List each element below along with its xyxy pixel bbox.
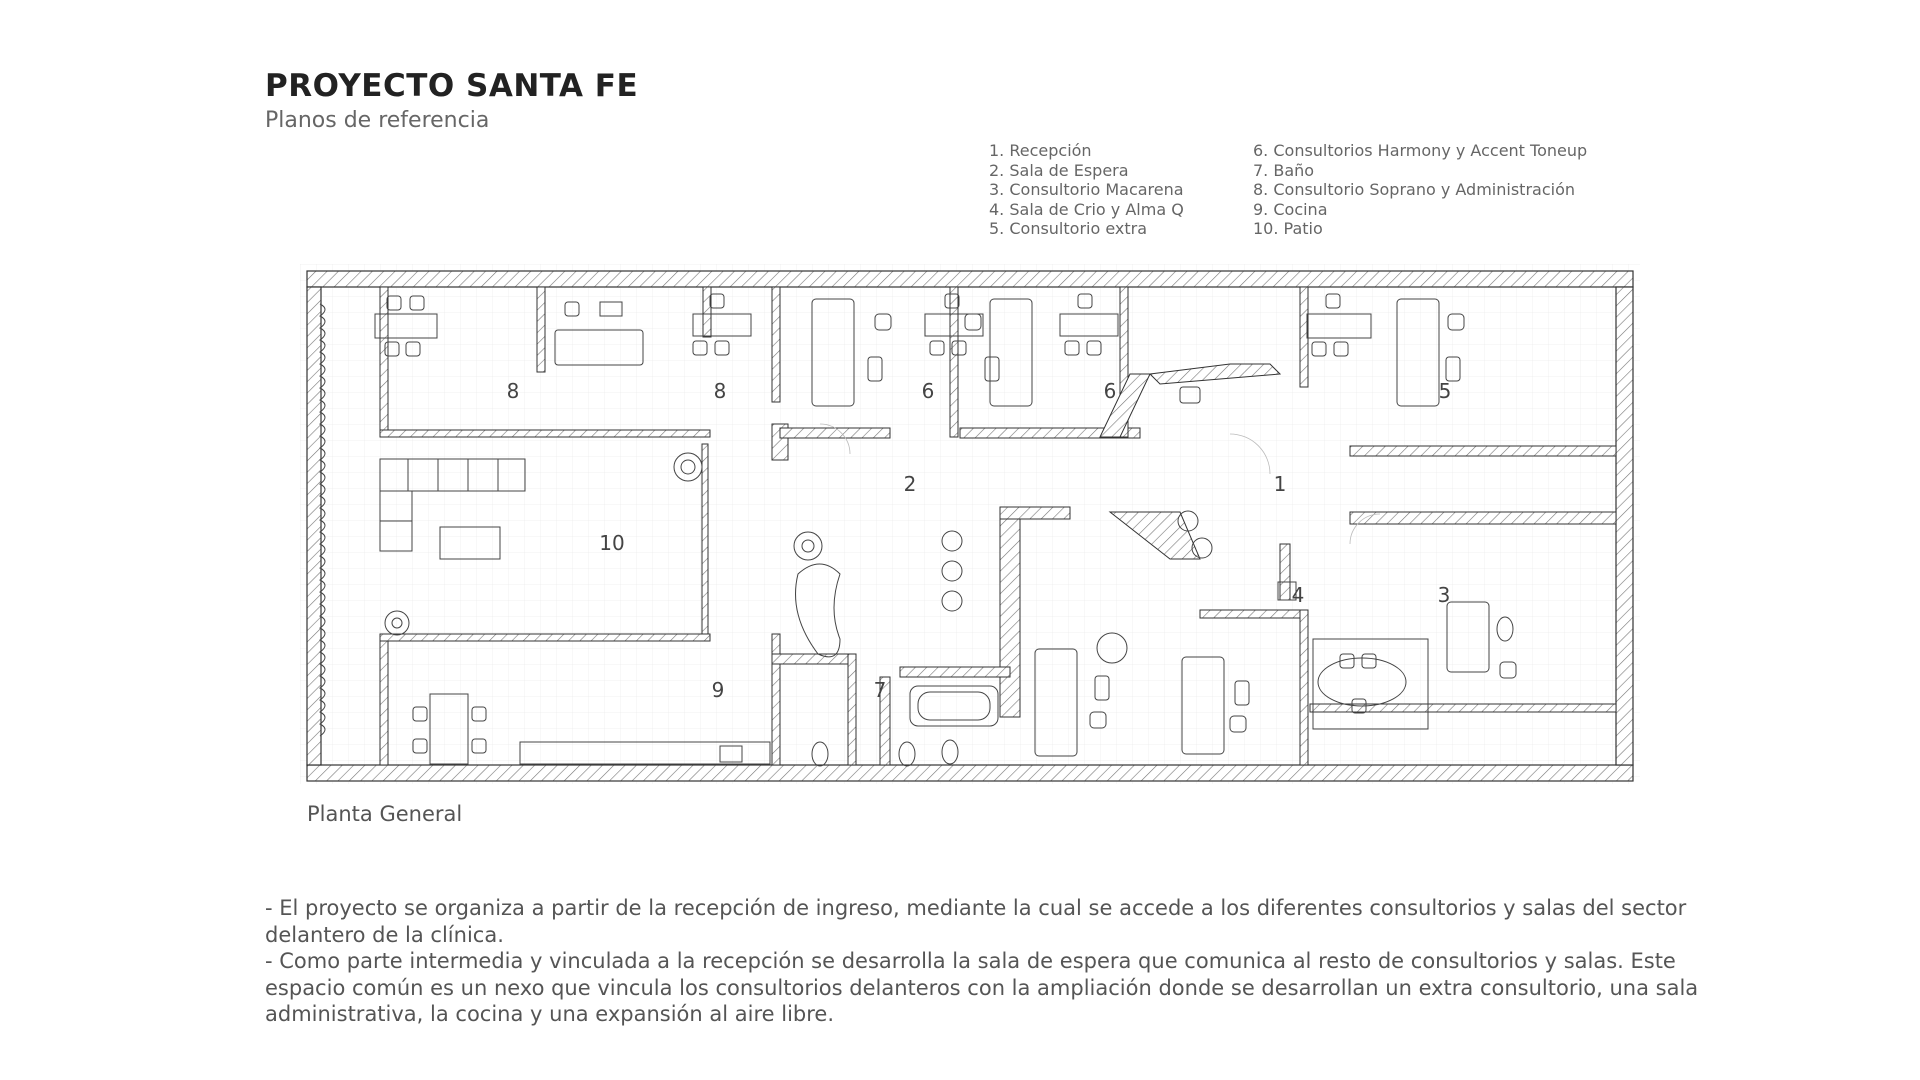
room-number-1: 1 bbox=[1273, 472, 1287, 496]
legend-column-2 bbox=[1253, 141, 1587, 239]
description-paragraph: - Como parte intermedia y vinculada a la recepción se desarrolla la sala de espera que comunica al resto de consultorios y salas. Este espacio común es un nexo que vincula los consultorios delanteros con la ampliación donde se desarrollan un extra consultorio, una sala administrativa, la cocina y una expansión al aire libre. bbox=[265, 949, 1699, 1026]
room-number-2: 2 bbox=[903, 472, 917, 496]
room-number-4: 4 bbox=[1291, 583, 1305, 607]
room-number-9: 9 bbox=[711, 678, 725, 702]
floor-plan bbox=[300, 264, 1640, 794]
room-number-5: 5 bbox=[1438, 379, 1452, 403]
project-description bbox=[265, 895, 1705, 1028]
legend-item: 4. Sala de Crio y Alma Q bbox=[989, 199, 1184, 219]
legend-item: 5. Consultorio extra bbox=[989, 219, 1148, 238]
room-number-6a: 6 bbox=[921, 379, 935, 403]
room-number-10: 10 bbox=[599, 531, 625, 555]
room-number-7: 7 bbox=[873, 678, 887, 702]
room-number-3: 3 bbox=[1437, 583, 1451, 607]
page-title: PROYECTO SANTA FE bbox=[265, 68, 639, 104]
legend-item: 6. Consultorios Harmony y Accent Toneup bbox=[1253, 141, 1588, 160]
room-number-6b: 6 bbox=[1103, 379, 1117, 403]
plan-caption: Planta General bbox=[307, 802, 463, 826]
legend-column-1 bbox=[989, 141, 1184, 239]
legend-item: 9. Cocina bbox=[1253, 199, 1328, 219]
page-subtitle: Planos de referencia bbox=[265, 108, 490, 133]
room-number-8a: 8 bbox=[506, 379, 520, 403]
legend-item: 10. Patio bbox=[1253, 219, 1323, 238]
legend-item: 1. Recepción bbox=[989, 141, 1092, 160]
legend-item: 8. Consultorio Soprano y Administración bbox=[1253, 180, 1575, 199]
legend-item: 2. Sala de Espera bbox=[989, 160, 1129, 180]
legend-item: 7. Baño bbox=[1253, 160, 1315, 180]
legend-item: 3. Consultorio Macarena bbox=[989, 180, 1184, 199]
description-paragraph: - El proyecto se organiza a partir de la recepción de ingreso, mediante la cual se accede a los diferentes consultorios y salas del sector delantero de la clínica. bbox=[265, 896, 1687, 947]
room-number-8b: 8 bbox=[713, 379, 727, 403]
